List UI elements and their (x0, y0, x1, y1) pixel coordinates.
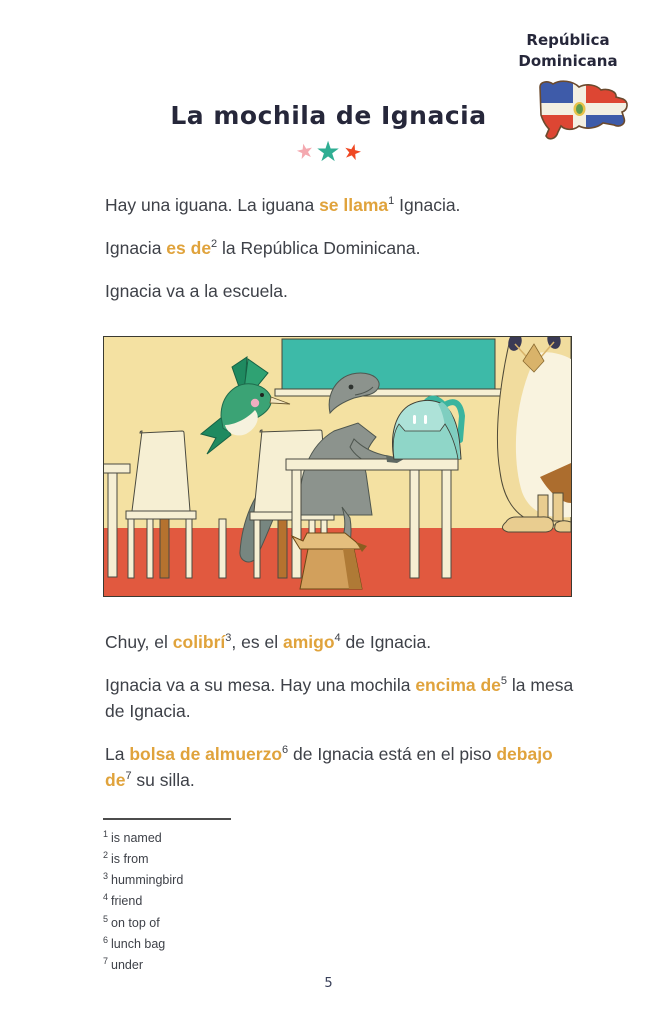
classroom-scene-drawing (104, 337, 571, 596)
story-paragraph (105, 192, 577, 218)
footnote-ref: 4 (334, 632, 341, 645)
text-run: La (105, 744, 130, 764)
text-run: de Ignacia está en el piso (288, 744, 497, 764)
region-label (509, 30, 627, 72)
footnote-ref: 2 (211, 238, 218, 251)
text-run: , es el (231, 632, 283, 652)
pink-star-icon: ★ (293, 139, 316, 165)
classroom-illustration (103, 336, 572, 597)
footnote-ref: 3 (225, 632, 232, 645)
story-paragraph (105, 629, 577, 655)
footnote-item: $^4$ friend (103, 892, 143, 909)
story-paragraph (105, 235, 577, 261)
footnote-item: $^5$ on top of (103, 913, 160, 930)
vocab-word: se llama (319, 195, 389, 215)
vocab-word: encima de (415, 675, 501, 695)
red-star-icon: ★ (340, 138, 364, 166)
text-run: Ignacia. (394, 195, 461, 215)
region-label-line1: República (526, 31, 610, 49)
text-run: la mesa de Ignacia. (105, 675, 574, 721)
footnote-ref: 6 (282, 744, 289, 757)
text-run: Ignacia va a la escuela. (105, 281, 288, 301)
footnotes-section (103, 818, 573, 974)
vocab-word: colibrí (172, 632, 226, 652)
footnote-item: $^1$ is named (103, 829, 162, 846)
teal-star-icon: ★ (315, 136, 341, 167)
footnote-item: $^2$ is from (103, 850, 149, 867)
text-run: Ignacia (105, 238, 167, 258)
story-text-bottom (105, 629, 577, 810)
star-rating-row (0, 138, 657, 166)
text-run: Hay una iguana. La iguana (105, 195, 320, 215)
text-run: la República Dominicana. (217, 238, 421, 258)
vocab-word: debajo de (105, 744, 553, 790)
story-paragraph (105, 741, 577, 793)
footnote-list (103, 826, 573, 974)
page-title: La mochila de Ignacia (170, 101, 487, 130)
footnote-ref: 1 (388, 195, 395, 208)
text-run: Chuy, el (105, 632, 173, 652)
story-paragraph (105, 278, 577, 304)
footnote-item: $^7$ under (103, 955, 143, 973)
vocab-word: amigo (282, 632, 335, 652)
footnote-ref: 5 (500, 675, 508, 688)
vocab-word: es de (166, 238, 212, 258)
text-run: Ignacia va a su mesa. Hay una mochila (105, 675, 416, 695)
footnote-divider (103, 818, 231, 820)
story-paragraph (105, 672, 577, 724)
footnote-item: $^6$ lunch bag (103, 934, 166, 951)
footnote-item: $^3$ hummingbird (103, 871, 184, 888)
story-text-top (105, 192, 577, 321)
region-label-line2: Dominicana (518, 52, 618, 70)
text-run: su silla. (131, 770, 195, 790)
text-run: de Ignacia. (340, 632, 432, 652)
page-number: 5 (324, 976, 333, 991)
vocab-word: bolsa de almuerzo (129, 744, 283, 764)
footnote-ref: 7 (125, 770, 132, 783)
